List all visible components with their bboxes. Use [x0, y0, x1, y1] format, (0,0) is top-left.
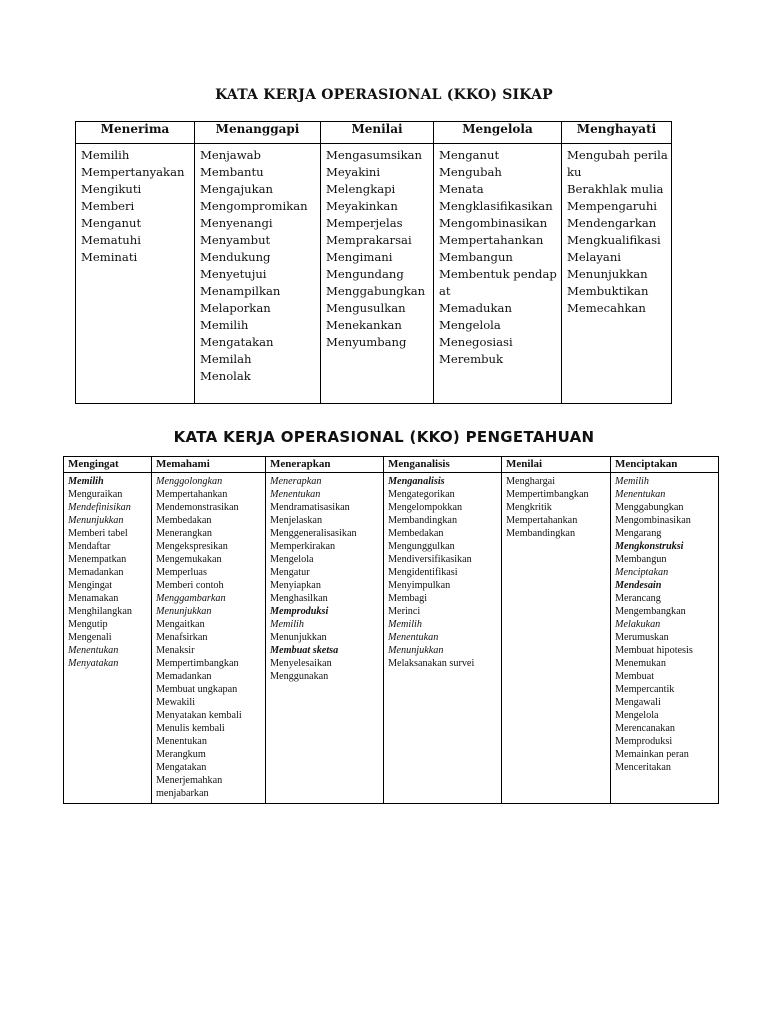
pengetahuan-header-memahami: Memahami — [152, 457, 266, 473]
pengetahuan-verb: Mempertimbangkan — [506, 489, 589, 500]
pengetahuan-verb: Menjelaskan — [270, 515, 323, 526]
pengetahuan-verb: Membuat hipotesis — [615, 645, 693, 656]
sikap-cell-mengelola — [434, 144, 562, 404]
pengetahuan-verb: Menunjukkan — [270, 632, 327, 643]
pengetahuan-verb: Menunjukkan — [388, 645, 444, 656]
pengetahuan-verb: Menceritakan — [615, 762, 672, 773]
sikap-verb: Mengimani — [326, 250, 393, 264]
pengetahuan-verb: Menyatakan kembali — [156, 710, 242, 721]
pengetahuan-header-mengingat: Mengingat — [64, 457, 152, 473]
sikap-verb: Mempertahankan — [439, 233, 544, 247]
pengetahuan-verb: Mempertahankan — [156, 489, 228, 500]
sikap-verb: Mengkualifikasi — [567, 233, 661, 247]
pengetahuan-verb: Mengkonstruksi — [615, 541, 684, 552]
sikap-header-menghayati: Menghayati — [562, 122, 672, 144]
sikap-header-menilai: Menilai — [321, 122, 434, 144]
sikap-verb: Menganut — [81, 216, 142, 230]
pengetahuan-cell-menerapkan — [266, 473, 384, 804]
sikap-verb: Menyumbang — [326, 335, 407, 349]
pengetahuan-verb: Menerapkan — [270, 476, 322, 487]
sikap-verb: Memecahkan — [567, 301, 646, 315]
sikap-verb: Mengikuti — [81, 182, 142, 196]
sikap-verb: Menganut — [439, 148, 500, 162]
sikap-verb: Meyakini — [326, 165, 381, 179]
pengetahuan-cell-memahami — [152, 473, 266, 804]
pengetahuan-verb: Memilih — [615, 476, 649, 487]
pengetahuan-verb: Memilih — [68, 476, 104, 487]
pengetahuan-verb: Mempercantik — [615, 684, 675, 695]
pengetahuan-verb: Mendaftar — [68, 541, 111, 552]
sikap-header-row — [76, 122, 672, 144]
pengetahuan-verb: Menentukan — [270, 489, 321, 500]
sikap-verb: Menata — [439, 182, 484, 196]
sikap-verb: Mengombinasikan — [439, 216, 548, 230]
pengetahuan-verb: Mengidentifikasi — [388, 567, 458, 578]
sikap-verb: Mempertanyakan — [81, 165, 185, 179]
pengetahuan-verb: Mendemonstrasikan — [156, 502, 239, 513]
pengetahuan-verb: Mewakili — [156, 697, 196, 708]
sikap-verb: Memilih — [200, 318, 249, 332]
sikap-verb: Menegosiasi — [439, 335, 513, 349]
pengetahuan-verb: Mengenali — [68, 632, 112, 643]
pengetahuan-header-menerapkan: Menerapkan — [266, 457, 384, 473]
sikap-verb: Memprakarsai — [326, 233, 412, 247]
pengetahuan-verb: Mengutip — [68, 619, 108, 630]
pengetahuan-verb: Menunjukkan — [68, 515, 124, 526]
pengetahuan-verb: Mengingat — [68, 580, 113, 591]
pengetahuan-verb: Menemukan — [615, 658, 666, 669]
pengetahuan-verb: Menentukan — [156, 736, 207, 747]
sikap-header-mengelola: Mengelola — [434, 122, 562, 144]
sikap-verb: Membantu — [200, 165, 264, 179]
pengetahuan-cell-menganalisis — [384, 473, 502, 804]
sikap-verb: Mengklasifikasikan — [439, 199, 553, 213]
pengetahuan-verb: Menyatakan — [68, 658, 119, 669]
pengetahuan-verb: Menamakan — [68, 593, 119, 604]
pengetahuan-verb: Membuat ungkapan — [156, 684, 238, 695]
pengetahuan-verb: menjabarkan — [156, 788, 209, 799]
sikap-verb: Menyambut — [200, 233, 271, 247]
pengetahuan-verb: Memperkirakan — [270, 541, 336, 552]
pengetahuan-verb: Melakukan — [615, 619, 661, 630]
pengetahuan-header-menciptakan: Menciptakan — [611, 457, 719, 473]
pengetahuan-verb: Membedakan — [156, 515, 212, 526]
pengetahuan-verb: Menentukan — [615, 489, 666, 500]
pengetahuan-verb: Mengelompokkan — [388, 502, 463, 513]
sikap-cell-menerima — [76, 144, 195, 404]
pengetahuan-verb: Mengekspresikan — [156, 541, 228, 552]
pengetahuan-verb: Merinci — [388, 606, 421, 617]
pengetahuan-verb: Mendefinisikan — [68, 502, 131, 513]
pengetahuan-verb: Menganalisis — [388, 476, 445, 487]
pengetahuan-verb: Menggolongkan — [156, 476, 223, 487]
sikap-verb: Mematuhi — [81, 233, 141, 247]
pengetahuan-verb: Menafsirkan — [156, 632, 208, 643]
sikap-verb: Mengubah perilaku — [567, 148, 668, 179]
sikap-verb: Menyenangi — [200, 216, 273, 230]
pengetahuan-verb: Membangun — [615, 554, 667, 565]
sikap-verb: Menampilkan — [200, 284, 281, 298]
pengetahuan-verb: Mempertahankan — [506, 515, 578, 526]
sikap-verb: Melengkapi — [326, 182, 396, 196]
sikap-verb: Memilah — [200, 352, 252, 366]
sikap-verb: Memberi — [81, 199, 135, 213]
pengetahuan-verb: Mengemukakan — [156, 554, 222, 565]
sikap-verb: Menggabungkan — [326, 284, 426, 298]
pengetahuan-title: KATA KERJA OPERASIONAL (KKO) PENGETAHUAN — [173, 428, 595, 446]
sikap-verb: Mengompromikan — [200, 199, 308, 213]
pengetahuan-verb: Mengelola — [615, 710, 659, 721]
sikap-title: KATA KERJA OPERASIONAL (KKO) SIKAP — [215, 87, 553, 103]
pengetahuan-verb: Memadankan — [156, 671, 212, 682]
pengetahuan-verb: Menggunakan — [270, 671, 329, 682]
pengetahuan-verb: Membedakan — [388, 528, 444, 539]
pengetahuan-verb: Membuat sketsa — [270, 645, 339, 656]
pengetahuan-verb: Menempatkan — [68, 554, 127, 565]
pengetahuan-verb: Memilih — [388, 619, 422, 630]
pengetahuan-verb: Menggeneralisasikan — [270, 528, 357, 539]
pengetahuan-cell-mengingat — [64, 473, 152, 804]
pengetahuan-verb: Menggambarkan — [156, 593, 226, 604]
pengetahuan-verb: Mendramatisasikan — [270, 502, 350, 513]
sikap-verb: Mengelola — [439, 318, 501, 332]
sikap-verb: Mengajukan — [200, 182, 273, 196]
pengetahuan-verb: Mengkritik — [506, 502, 552, 513]
sikap-verb: Mengubah — [439, 165, 502, 179]
sikap-cell-menghayati — [562, 144, 672, 404]
pengetahuan-verb: Membandingkan — [506, 528, 576, 539]
sikap-verb: Merembuk — [439, 352, 504, 366]
sikap-verb: Mendengarkan — [567, 216, 657, 230]
sikap-verb: Membuktikan — [567, 284, 649, 298]
sikap-header-menanggapi: Menanggapi — [195, 122, 321, 144]
pengetahuan-verb: Menggabungkan — [615, 502, 684, 513]
pengetahuan-header-row — [64, 457, 719, 473]
pengetahuan-verb: Menentukan — [68, 645, 119, 656]
pengetahuan-verb: Memilih — [270, 619, 304, 630]
sikap-verb: Berakhlak mulia — [567, 182, 664, 196]
sikap-verb: Melaporkan — [200, 301, 271, 315]
pengetahuan-cell-menilai — [502, 473, 611, 804]
pengetahuan-verb: Menyelesaikan — [270, 658, 332, 669]
pengetahuan-verb: Menghasilkan — [270, 593, 328, 604]
sikap-verb: Meyakinkan — [326, 199, 398, 213]
pengetahuan-verb: Memberi contoh — [156, 580, 224, 591]
pengetahuan-verb: Menyimpulkan — [388, 580, 451, 591]
pengetahuan-verb: Mengarang — [615, 528, 662, 539]
pengetahuan-body-row — [64, 473, 719, 804]
pengetahuan-verb: Membandingkan — [388, 515, 458, 526]
pengetahuan-verb: Mengaitkan — [156, 619, 205, 630]
pengetahuan-verb: Memproduksi — [270, 606, 329, 617]
pengetahuan-table — [63, 456, 719, 804]
sikap-verb: Menolak — [200, 369, 251, 383]
pengetahuan-verb: Mempertimbangkan — [156, 658, 239, 669]
sikap-table — [75, 121, 672, 404]
sikap-verb: Menunjukkan — [567, 267, 648, 281]
sikap-verb: Menekankan — [326, 318, 402, 332]
sikap-cell-menilai — [321, 144, 434, 404]
pengetahuan-verb: Mengawali — [615, 697, 661, 708]
pengetahuan-verb: Memproduksi — [615, 736, 673, 747]
pengetahuan-header-menganalisis: Menganalisis — [384, 457, 502, 473]
sikap-verb: Memilih — [81, 148, 130, 162]
pengetahuan-verb: Menyiapkan — [270, 580, 321, 591]
pengetahuan-verb: Mengatur — [270, 567, 310, 578]
pengetahuan-verb: Mengombinasikan — [615, 515, 691, 526]
sikap-header-menerima: Menerima — [76, 122, 195, 144]
sikap-body-row — [76, 144, 672, 404]
pengetahuan-verb: Menghilangkan — [68, 606, 132, 617]
pengetahuan-verb: Melaksanakan survei — [388, 658, 475, 669]
sikap-verb: Mengasumsikan — [326, 148, 423, 162]
pengetahuan-verb: Membuat — [615, 671, 655, 682]
sikap-verb: Mendukung — [200, 250, 271, 264]
pengetahuan-verb: Menerangkan — [156, 528, 213, 539]
pengetahuan-verb: Mengembangkan — [615, 606, 686, 617]
pengetahuan-verb: Mengategorikan — [388, 489, 455, 500]
sikap-verb: Melayani — [567, 250, 621, 264]
pengetahuan-verb: Mengatakan — [156, 762, 207, 773]
sikap-verb: Membentuk pendapat — [439, 267, 557, 298]
pengetahuan-cell-menciptakan — [611, 473, 719, 804]
pengetahuan-verb: Menaksir — [156, 645, 195, 656]
pengetahuan-verb: Mengunggulkan — [388, 541, 455, 552]
sikap-verb: Mengatakan — [200, 335, 274, 349]
sikap-cell-menanggapi — [195, 144, 321, 404]
pengetahuan-verb: Merangkum — [156, 749, 206, 760]
pengetahuan-verb: Memperluas — [156, 567, 207, 578]
pengetahuan-header-menilai: Menilai — [502, 457, 611, 473]
pengetahuan-verb: Menerjemahkan — [156, 775, 223, 786]
sikap-verb: Meminati — [81, 250, 138, 264]
pengetahuan-verb: Menunjukkan — [156, 606, 212, 617]
pengetahuan-verb: Memberi tabel — [68, 528, 128, 539]
sikap-verb: Membangun — [439, 250, 513, 264]
pengetahuan-verb: Mengelola — [270, 554, 314, 565]
pengetahuan-verb: Mendiversifikasikan — [388, 554, 472, 565]
sikap-verb: Mempengaruhi — [567, 199, 657, 213]
pengetahuan-verb: Membagi — [388, 593, 428, 604]
pengetahuan-verb: Merancang — [615, 593, 661, 604]
pengetahuan-verb: Menentukan — [388, 632, 439, 643]
pengetahuan-verb: Merencanakan — [615, 723, 675, 734]
pengetahuan-verb: Menghargai — [506, 476, 556, 487]
pengetahuan-verb: Merumuskan — [615, 632, 669, 643]
pengetahuan-verb: Menguraikan — [68, 489, 123, 500]
sikap-verb: Menyetujui — [200, 267, 267, 281]
pengetahuan-verb: Menulis kembali — [156, 723, 225, 734]
sikap-verb: Mengundang — [326, 267, 404, 281]
pengetahuan-verb: Mendesain — [615, 580, 662, 591]
pengetahuan-verb: Memadankan — [68, 567, 124, 578]
pengetahuan-verb: Memainkan peran — [615, 749, 689, 760]
sikap-verb: Menjawab — [200, 148, 261, 162]
sikap-verb: Memperjelas — [326, 216, 403, 230]
pengetahuan-verb: Menciptakan — [615, 567, 669, 578]
sikap-verb: Memadukan — [439, 301, 512, 315]
sikap-verb: Mengusulkan — [326, 301, 406, 315]
